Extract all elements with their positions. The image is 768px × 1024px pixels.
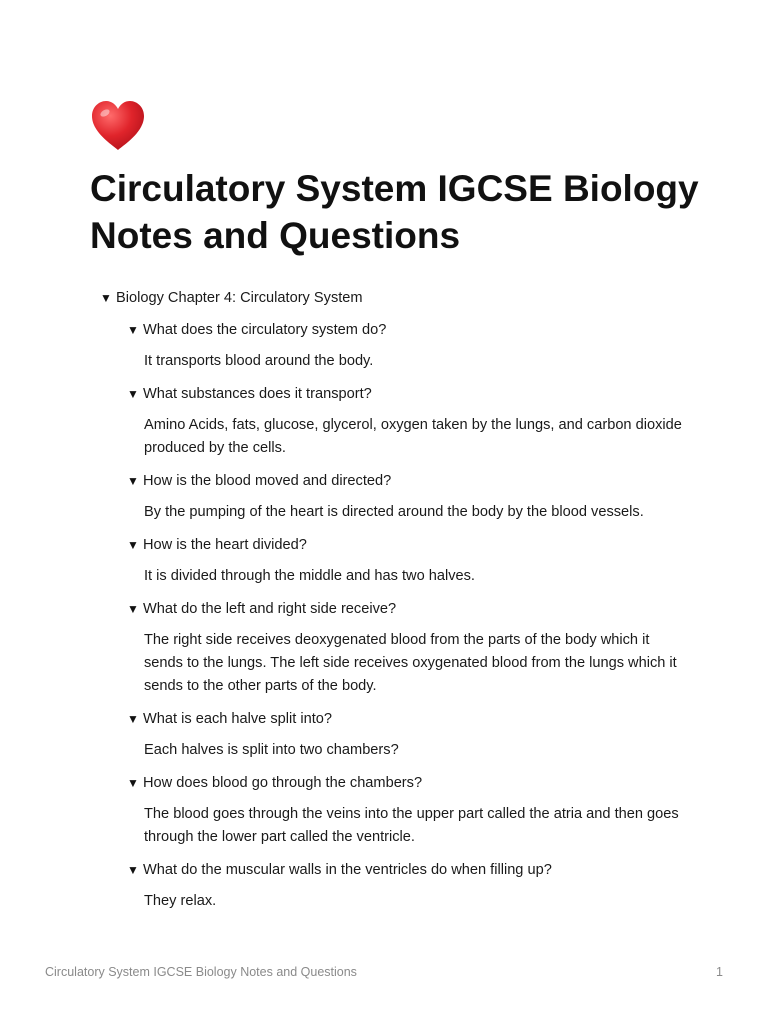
chapter-toggle-header[interactable] — [100, 287, 690, 309]
chapter-heading: Biology Chapter 4: Circulatory System — [116, 290, 363, 306]
toggle-triangle-icon[interactable]: ▼ — [127, 712, 139, 726]
question-toggle-header[interactable] — [127, 859, 690, 881]
question-toggle-header[interactable] — [127, 598, 690, 620]
question-toggle — [127, 534, 690, 588]
question-toggle-header[interactable] — [127, 772, 690, 794]
question-text: What does the circulatory system do? — [143, 322, 387, 338]
toggle-triangle-icon[interactable]: ▼ — [127, 323, 139, 337]
heart-icon — [90, 100, 146, 152]
toggle-triangle-icon[interactable]: ▼ — [127, 863, 139, 877]
page-footer — [45, 965, 723, 979]
question-text: What do the muscular walls in the ventricles do when filling up? — [143, 862, 552, 878]
question-toggle-header[interactable] — [127, 319, 690, 341]
question-text: What substances does it transport? — [143, 386, 372, 402]
question-text: What is each halve split into? — [143, 711, 333, 727]
answer-text: It transports blood around the body. — [144, 353, 374, 369]
page-number: 1 — [716, 965, 723, 979]
page-title: Circulatory System IGCSE Biology Notes and Questions — [90, 168, 699, 256]
question-toggle — [127, 859, 690, 913]
footer-title: Circulatory System IGCSE Biology Notes and Questions — [45, 965, 357, 979]
toggle-triangle-icon[interactable]: ▼ — [127, 602, 139, 616]
question-text: What do the left and right side receive? — [143, 601, 397, 617]
question-toggle — [127, 708, 690, 762]
answer-text: It is divided through the middle and has two halves. — [144, 568, 475, 584]
question-toggle — [127, 598, 690, 698]
question-toggle-header[interactable] — [127, 708, 690, 730]
question-toggle — [127, 319, 690, 373]
question-text: How is the blood moved and directed? — [143, 473, 392, 489]
question-toggle — [127, 470, 690, 524]
answer-text: By the pumping of the heart is directed around the body by the blood vessels. — [144, 504, 644, 520]
question-toggle — [127, 772, 690, 849]
chapter-children — [127, 319, 690, 913]
question-toggle-header[interactable] — [127, 470, 690, 492]
toggle-triangle-icon[interactable]: ▼ — [127, 387, 139, 401]
answer-text: They relax. — [144, 893, 217, 909]
question-text: How is the heart divided? — [143, 537, 307, 553]
toggle-triangle-icon[interactable]: ▼ — [127, 776, 139, 790]
answer-text: Amino Acids, fats, glucose, glycerol, oxygen taken by the lungs, and carbon dioxide produced by the cells. — [144, 417, 682, 456]
answer-text: Each halves is split into two chambers? — [144, 742, 399, 758]
question-toggle-header[interactable] — [127, 534, 690, 556]
question-toggle-header[interactable] — [127, 383, 690, 405]
answer-text: The right side receives deoxygenated blood from the parts of the body which it sends to the lungs. The left side receives oxygenated blood from the lungs which it sends to the other parts of the body. — [144, 632, 677, 694]
toggle-triangle-icon[interactable]: ▼ — [100, 291, 112, 305]
toggle-triangle-icon[interactable]: ▼ — [127, 538, 139, 552]
answer-text: The blood goes through the veins into the upper part called the atria and then goes through the lower part called the ventricle. — [144, 806, 679, 845]
chapter-toggle — [100, 287, 690, 923]
toggle-triangle-icon[interactable]: ▼ — [127, 474, 139, 488]
question-text: How does blood go through the chambers? — [143, 775, 423, 791]
question-toggle — [127, 383, 690, 460]
